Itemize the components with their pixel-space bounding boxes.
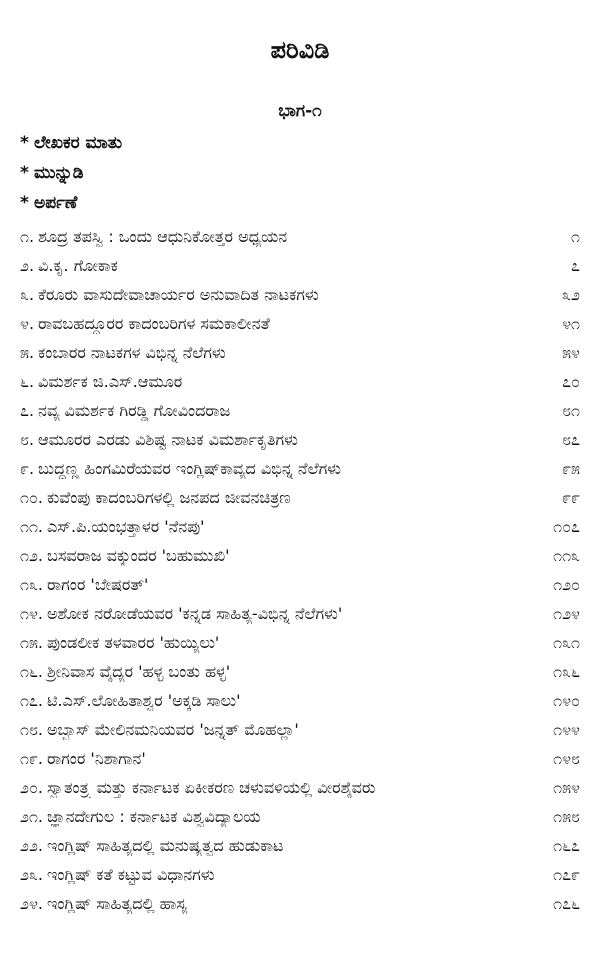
toc-entry <box>20 889 580 918</box>
toc-entry <box>20 309 580 338</box>
entry-number: ೨೪. <box>20 893 44 913</box>
front-matter-label: ಅರ್ಪಣೆ <box>34 193 78 213</box>
entry-title: ವಿಮರ್ಶಕ ಜಿ.ಎಸ್.ಆಮೂರ <box>38 371 183 391</box>
entry-page: ೧೪೮ <box>553 748 580 768</box>
entry-title: ರಾಗಂರ 'ಬೇಷರತ್' <box>47 574 149 594</box>
section-heading: ಭಾಗ-೧ <box>278 101 322 121</box>
toc-entry <box>20 686 580 715</box>
toc-entry <box>20 657 580 686</box>
toc-entry <box>20 860 580 889</box>
toc-entry <box>20 773 580 802</box>
entry-title: ಆಮೂರರ ಎರಡು ವಿಶಿಷ್ಟ ನಾಟಕ ವಿಮರ್ಶಾಕೃತಿಗಳು <box>38 429 298 449</box>
entry-title: ಟಿ.ಎಸ್.ಲೋಹಿತಾಶ್ವರ 'ಅಕ್ಕಡಿ ಸಾಲು' <box>47 690 241 710</box>
entry-title: ಅಶೋಕ ನರೋಡೆಯವರ 'ಕನ್ನಡ ಸಾಹಿತ್ಯ-ವಿಭಿನ್ನ ನೆಲೆಗಳು' <box>47 603 343 623</box>
toc-entry <box>20 570 580 599</box>
front-matter-item <box>20 133 122 153</box>
entry-number: ೧೪. <box>20 603 44 623</box>
entry-title: ರಾವಬಹದ್ದೂರರ ಕಾದಂಬರಿಗಳ ಸಮಕಾಲೀನತೆ <box>38 313 270 333</box>
entry-page: ೧೬೭ <box>553 835 580 855</box>
entry-page: ೫೪ <box>562 342 580 362</box>
entry-number: ೨೩. <box>20 864 44 884</box>
toc-entry <box>20 251 580 280</box>
entry-title: ಇಂಗ್ಲಿಷ್ ಸಾಹಿತ್ಯದಲ್ಲಿ ಹಾಸ್ಯ <box>47 893 188 913</box>
toc-entry <box>20 512 580 541</box>
entry-number: ೧೩. <box>20 574 44 594</box>
page-title: ಪರಿವಿಡಿ <box>270 36 330 64</box>
entry-page: ೧೪೦ <box>553 690 580 710</box>
entry-number: ೧. <box>20 226 35 246</box>
entry-number: ೧೧. <box>20 516 44 536</box>
entry-number: ೩. <box>20 284 35 304</box>
toc-entry <box>20 715 580 744</box>
entry-title: ಶ್ರೀನಿವಾಸ ವೈದ್ಯರ 'ಹಳ್ಳ ಬಂತು ಹಳ್ಳ' <box>47 661 231 681</box>
entry-title: ಶೂದ್ರ ತಪಸ್ವಿ : ಒಂದು ಆಧುನಿಕೋತ್ತರ ಅಧ್ಯಯನ <box>38 226 288 246</box>
entry-number: ೧೫. <box>20 632 44 652</box>
entry-number: ೧೮. <box>20 719 44 739</box>
front-matter-label: ಲೇಖಕರ ಮಾತು <box>34 133 123 153</box>
entry-number: ೨. <box>20 255 35 275</box>
entry-page: ೧೩೬ <box>553 661 580 681</box>
entry-title: ಎಸ್.ಪಿ.ಯಂಭತ್ತಾಳರ 'ನೆನಪು' <box>47 516 205 536</box>
entry-number: ೭. <box>20 400 35 420</box>
entry-number: ೧೭. <box>20 690 44 710</box>
entry-page: ೩೨ <box>562 284 580 304</box>
toc-entry <box>20 367 580 396</box>
entry-title: ವಿ.ಕೃ. ಗೋಕಾಕ <box>38 255 118 275</box>
entry-page: ೭ <box>571 255 580 275</box>
entry-title: ರಾಗಂರ 'ನಿಶಾಗಾನ' <box>47 748 146 768</box>
entry-title: ಬಸವರಾಜ ವಕ್ಕುಂದರ 'ಬಹುಮುಖಿ' <box>47 545 230 565</box>
entry-number: ೯. <box>20 458 35 478</box>
entry-title: ಕಂಬಾರರ ನಾಟಕಗಳ ವಿಭಿನ್ನ ನೆಲೆಗಳು <box>38 342 226 362</box>
entry-number: ೨೨. <box>20 835 44 855</box>
bullet-icon: * <box>20 133 29 153</box>
entry-number: ೮. <box>20 429 35 449</box>
front-matter-item <box>20 193 77 213</box>
toc-entry <box>20 744 580 773</box>
front-matter-item <box>20 163 83 183</box>
front-matter-label: ಮುನ್ನುಡಿ <box>34 163 84 183</box>
entry-number: ೧೯. <box>20 748 44 768</box>
entry-page: ೪೧ <box>562 313 580 333</box>
toc-entry <box>20 541 580 570</box>
entry-page: ೧೨೪ <box>553 603 580 623</box>
entry-page: ೧೭೬ <box>553 893 580 913</box>
entry-number: ೪. <box>20 313 35 333</box>
entry-title: ಕುವೆಂಪು ಕಾದಂಬರಿಗಳಲ್ಲಿ ಜನಪದ ಜೀವನಚಿತ್ರಣ <box>47 487 291 507</box>
toc-entry <box>20 396 580 425</box>
toc-entry <box>20 338 580 367</box>
entry-page: ೧೩೧ <box>553 632 580 652</box>
entry-number: ೬. <box>20 371 35 391</box>
entry-page: ೮೭ <box>562 429 580 449</box>
toc-entry <box>20 831 580 860</box>
entry-title: ಸ್ವಾತಂತ್ರ್ಯ ಮತ್ತು ಕರ್ನಾಟಕ ಏಕೀಕರಣ ಚಳುವಳಿಯಲ್ಲಿ ವೀರಶೈವರು <box>47 777 376 797</box>
toc-entry <box>20 425 580 454</box>
entry-page: ೧೪೪ <box>553 719 580 739</box>
entry-page: ೭೦ <box>562 371 580 391</box>
entry-page: ೧೧೩ <box>553 545 580 565</box>
entry-title: ನವ್ಯ ವಿಮರ್ಶಕ ಗಿರಡ್ಡಿ ಗೋವಿಂದರಾಜ <box>38 400 231 420</box>
entry-number: ೧೦. <box>20 487 44 507</box>
bullet-icon: * <box>20 193 29 213</box>
entry-title: ಪುಂಡಲೀಕ ತಳವಾರರ 'ಹುಯ್ಯಿಲು' <box>47 632 220 652</box>
toc-entry <box>20 483 580 512</box>
entry-page: ೧ <box>571 226 580 246</box>
entry-title: ಅಬ್ಬಾಸ್ ಮೇಲಿನಮನಿಯವರ 'ಜನ್ನತ್ ಮೊಹಲ್ಲಾ' <box>47 719 299 739</box>
entry-number: ೨೧. <box>20 806 44 826</box>
entry-number: ೧೨. <box>20 545 44 565</box>
toc-entry <box>20 280 580 309</box>
entry-title: ಇಂಗ್ಲಿಷ್ ಸಾಹಿತ್ಯದಲ್ಲಿ ಮನುಷ್ಯತ್ವದ ಹುಡುಕಾಟ <box>47 835 284 855</box>
toc-entry <box>20 599 580 628</box>
toc-entry <box>20 222 580 251</box>
entry-title: ಬುದ್ಧಣ್ಣ ಹಿಂಗಮಿರೆಯವರ ಇಂಗ್ಲಿಷ್‌ಕಾವ್ಯದ ವಿಭಿನ್ನ ನೆಲೆಗಳು <box>38 458 342 478</box>
bullet-icon: * <box>20 163 29 183</box>
toc-entry <box>20 454 580 483</box>
entry-number: ೧೬. <box>20 661 44 681</box>
entry-page: ೯೯ <box>562 487 580 507</box>
entry-title: ಕೆರೂರು ವಾಸುದೇವಾಚಾರ್ಯರ ಅನುವಾದಿತ ನಾಟಕಗಳು <box>38 284 319 304</box>
entry-page: ೧೫೮ <box>553 806 580 826</box>
entry-number: ೨೦. <box>20 777 44 797</box>
entry-page: ೧೭೯ <box>553 864 580 884</box>
entry-page: ೮೧ <box>562 400 580 420</box>
entry-page: ೧೦೭ <box>553 516 580 536</box>
entry-page: ೧೫೪ <box>553 777 580 797</box>
toc-entry <box>20 802 580 831</box>
entry-title: ಇಂಗ್ಲಿಷ್ ಕತೆ ಕಟ್ಟುವ ವಿಧಾನಗಳು <box>47 864 215 884</box>
entry-number: ೫. <box>20 342 35 362</box>
entry-title: ಜ್ಞಾನದೇಗುಲ : ಕರ್ನಾಟಕ ವಿಶ್ವವಿದ್ಯಾಲಯ <box>47 806 261 826</box>
toc-entry <box>20 628 580 657</box>
entry-page: ೯೫ <box>562 458 580 478</box>
entry-page: ೧೨೦ <box>553 574 580 594</box>
